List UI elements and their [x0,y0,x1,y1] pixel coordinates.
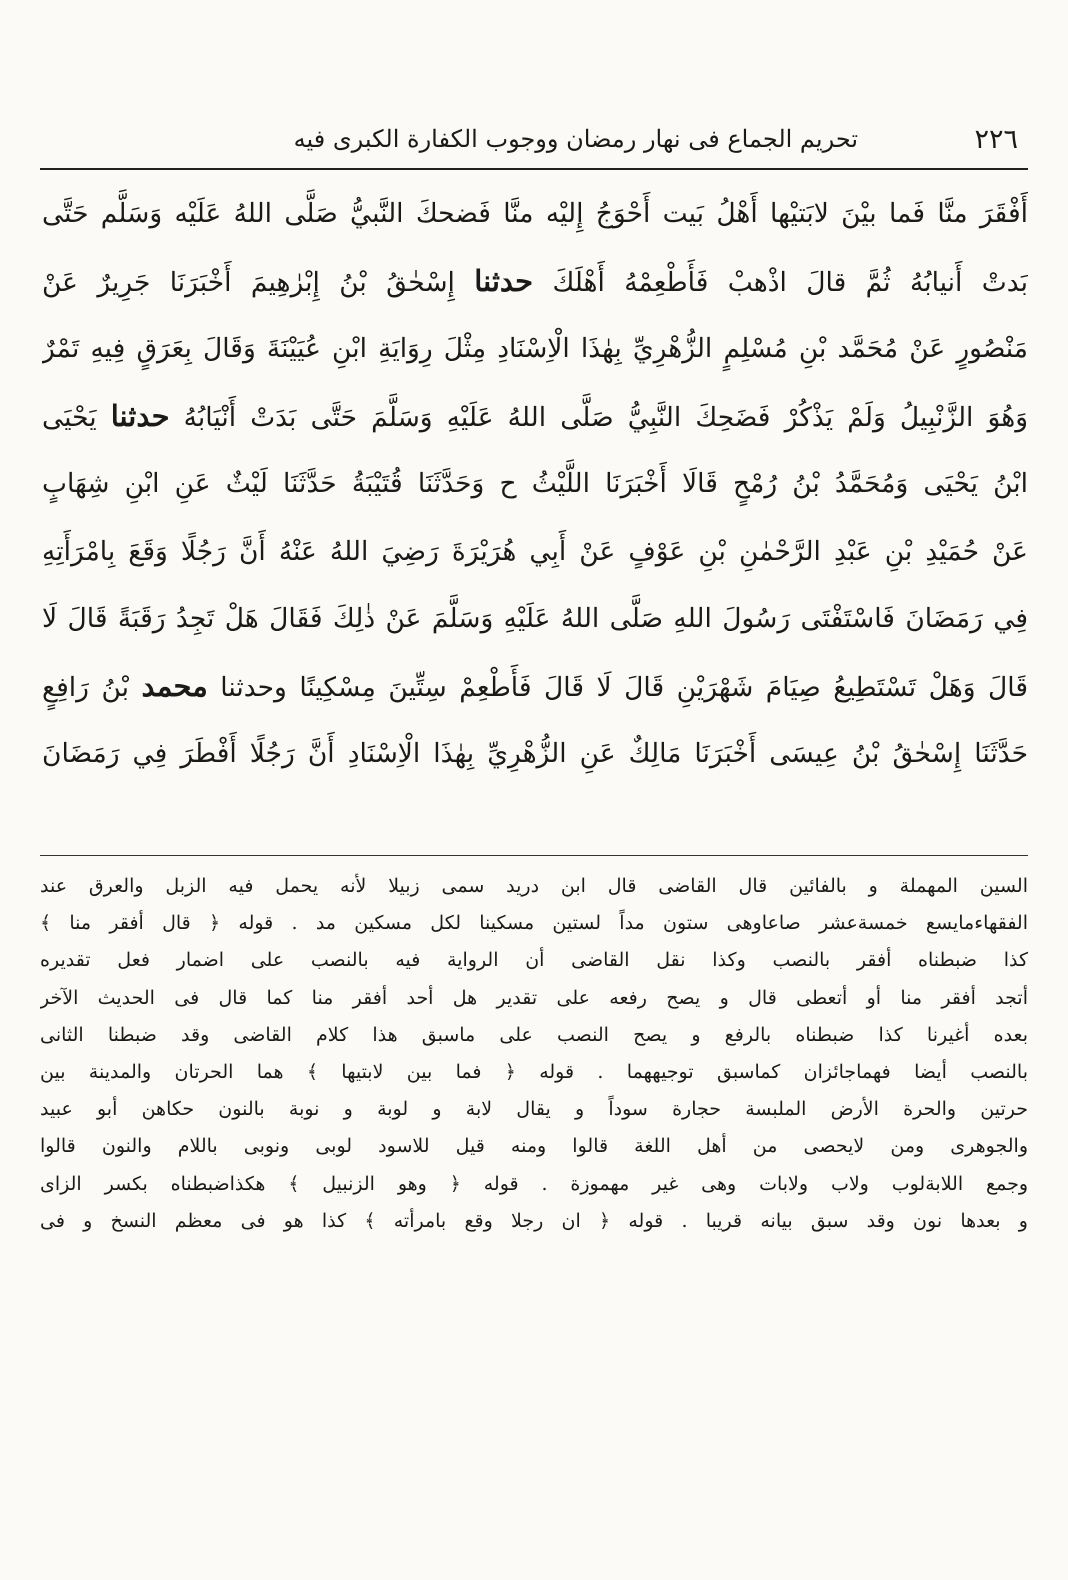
commentary-line: والجوهرى ومن لايحصى من أهل اللغة قالوا ومنه قيل للاسود لوبى ونوبى باللام والنون قالوا [40,1135,1028,1158]
commentary-line: كذا ضبطناه أفقر بالنصب وكذا نقل القاضى أن الرواية فيه بالنصب على اضمار فعل تقديره [40,949,1028,972]
main-text-line: أَفْقَرَ منَّا فَما بيْنَ لابَتيْها أَهْلُ بَيت أَحْوَجُ إِليْه منَّا فَضحكَ النَّبيُّ صَلَّى اللهُ عَلَيْه وَسَلَّم حَتَّى [42,198,1028,229]
header-rule [40,168,1028,170]
hadith-text [42,180,1028,788]
main-text-line: مَنْصُورٍ عَنْ مُحَمَّد بْنِ مُسْلِمٍ الزُّهْرِيِّ بِهٰذَا الْاِسْنَادِ مِثْلَ رِوَايَةِ ابْنِ عُيَيْنَةَ وَقَالَ بِعَرَقٍ فِيهِ تَمْرٌ [42,333,1028,364]
page-number: ٢٢٦ [974,123,1018,155]
main-text-line: بَدتْ أَنيابُهُ ثُمَّ قالَ اذْهبْ فَأَطْعِمْهُ أَهْلَكَ حدثنا إِسْحٰقُ بْنُ إِبْرٰهِيمَ أَخْبَرَنَا جَرِيرٌ عَنْ [42,263,1028,298]
main-text-line: وَهُوَ الزَّنْبِيلُ وَلَمْ يَذْكُرْ فَضَحِكَ النَّبِيُّ صَلَّى اللهُ عَلَيْهِ وَسَلَّمَ حَتَّى بَدَتْ أَنْيَابُهُ حدثنا يَحْيَى [42,398,1028,433]
commentary-line: الفقهاءمايسع خمسةعشر صاعاوهى ستون مداً لستين مسكينا لكل مسكين مد . قوله ﴿ قال أفقر منا ﴾ [40,912,1028,935]
main-text-line: ابْنُ يَحْيَى وَمُحَمَّدُ بْنُ رُمْحٍ قَالَا أَخْبَرَنَا اللَّيْثُ ح وَحَدَّثَنَا قُتَيْبَةُ حَدَّثَنَا لَيْثٌ عَنِ ابْنِ شِهَابٍ [42,468,1028,499]
page-header [40,118,1028,160]
isnad-marker: محمد [141,668,208,703]
footnote-rule [40,855,1028,856]
isnad-marker: حدثنا [474,263,534,298]
commentary-text [40,868,1028,1240]
commentary-line: حرتين والحرة الأرض الملبسة حجارة سوداً و يقال لابة و لوبة و نوبة بالنون حكاهن أبو عبيد [40,1098,1028,1121]
commentary-line: وجمع اللابةلوب ولاب ولابات وهى غير مهموزة . قوله ﴿ وهو الزنبيل ﴾ هكذاضبطناه بكسر الزاى [40,1172,1028,1195]
commentary-line: السين المهملة و بالفائين قال القاضى قال ابن دريد سمى زبيلا لأنه يحمل فيه الزبل والعرق عند [40,875,1028,897]
commentary-line: أتجد أفقر منا أو أتعطى قال و يصح رفعه على تقدير هل أحد أفقر منا كما قال فى الحديث الآخر [40,986,1028,1009]
commentary-line: بالنصب أيضا فهماجائزان كماسبق توجيههما . قوله ﴿ فما بين لابتيها ﴾ هما الحرتان والمدينة بين [40,1060,1028,1083]
main-text-line: قَالَ وَهَلْ تَسْتَطِيعُ صِيَامَ شَهْرَيْنِ قَالَ لَا قَالَ فَأَطْعِمْ سِتِّينَ مِسْكِينًا وحدثنا محمد بْنُ رَافِعٍ [42,668,1028,703]
main-text-line: عَنْ حُمَيْدِ بْنِ عَبْدِ الرَّحْمٰنِ بْنِ عَوْفٍ عَنْ أَبِي هُرَيْرَةَ رَضِيَ اللهُ عَنْهُ أَنَّ رَجُلًا وَقَعَ بِامْرَأَتِهِ [42,535,1028,567]
commentary-line: و بعدها نون وقد سبق بيانه قريبا . قوله ﴿ ان رجلا وقع بامرأته ﴾ كذا هو فى معظم النسخ و فى [40,1209,1028,1232]
main-text-line: فِي رَمَضَانَ فَاسْتَفْتَى رَسُولَ اللهِ صَلَّى اللهُ عَلَيْهِ وَسَلَّمَ عَنْ ذٰلِكَ فَقَالَ هَلْ تَجِدُ رَقَبَةً قَالَ لَا [42,603,1028,634]
running-title: تحريم الجماع فى نهار رمضان ووجوب الكفارة الكبرى فيه [293,125,858,153]
isnad-marker: حدثنا [110,398,170,433]
main-text-line: حَدَّثَنَا إِسْحٰقُ بْنُ عِيسَى أَخْبَرَنَا مَالِكٌ عَنِ الزُّهْرِيِّ بِهٰذَا الْاِسْنَادِ أَنَّ رَجُلًا أَفْطَرَ فِي رَمَضَانَ [42,738,1028,769]
commentary-line: بعده أغيرنا كذا ضبطناه بالرفع و يصح النصب على ماسبق هذا كلام القاضى وقد ضبطنا الثانى [40,1023,1028,1046]
